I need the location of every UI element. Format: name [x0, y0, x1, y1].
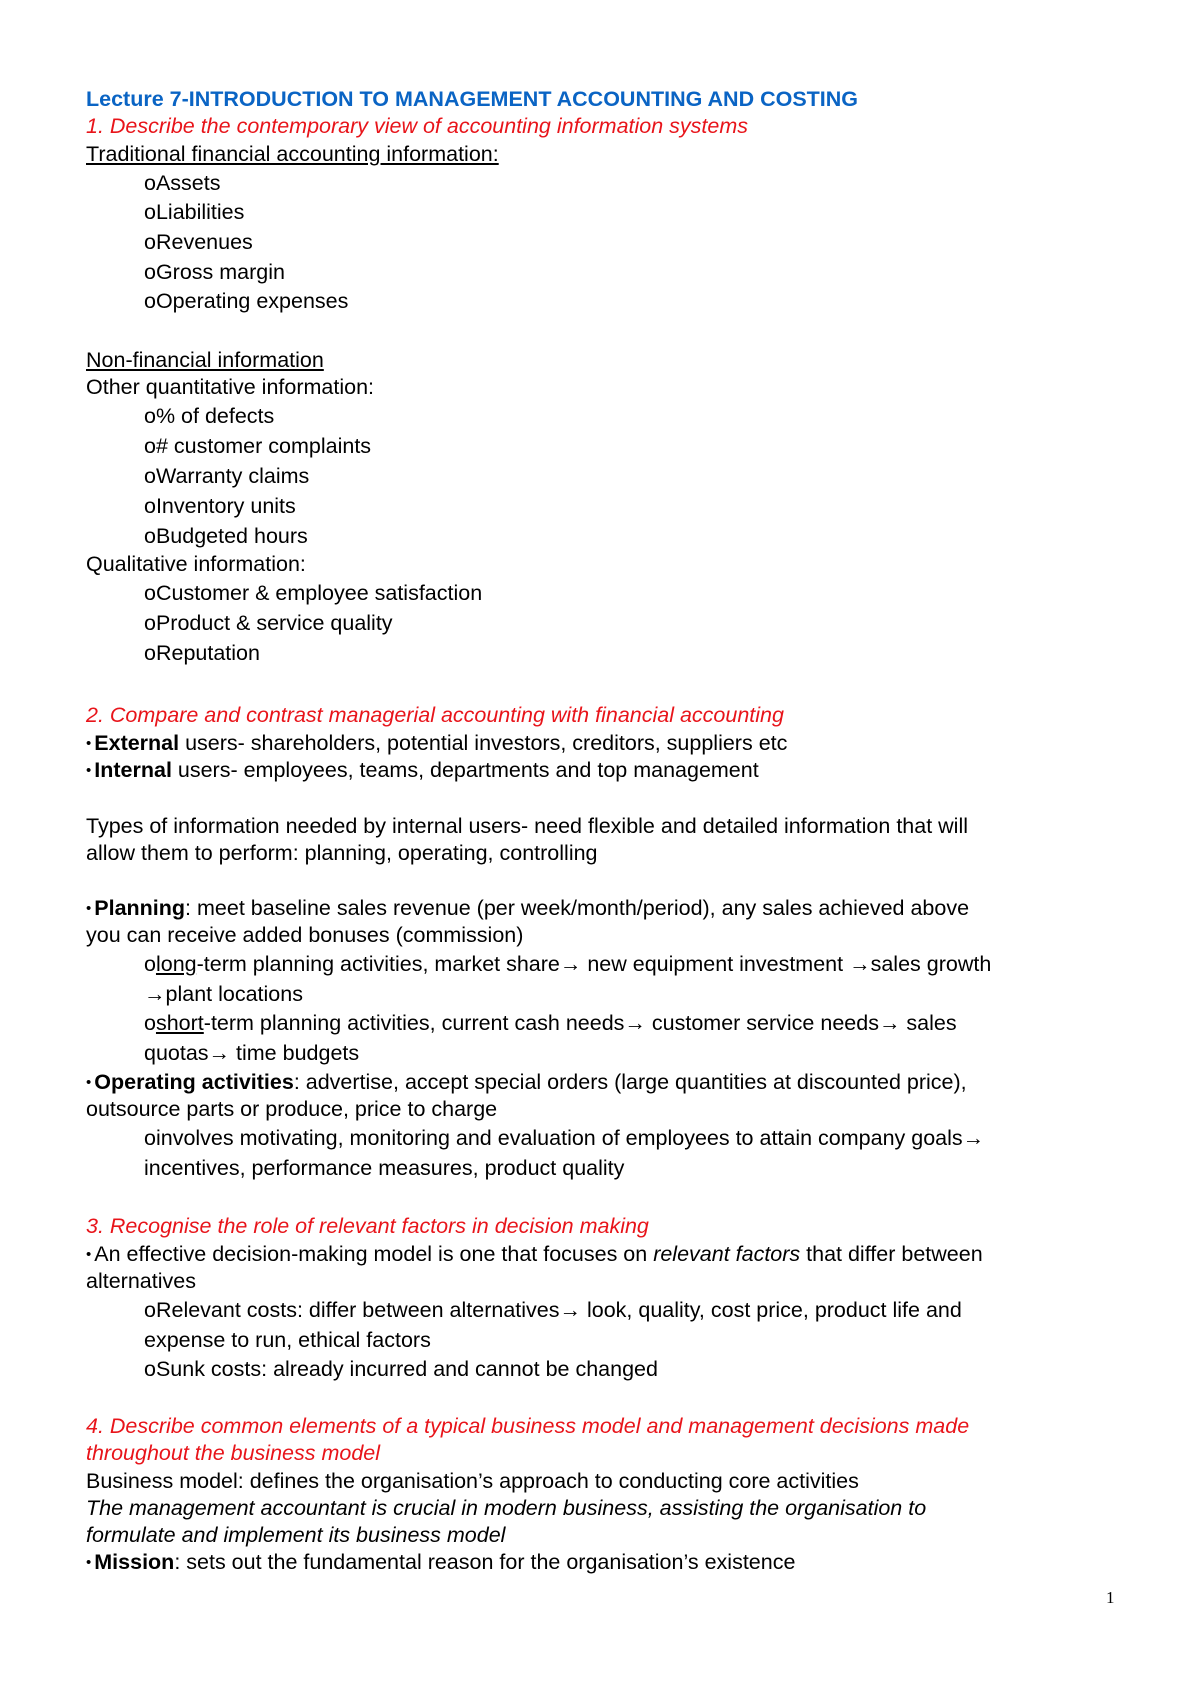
- list-item-continuation: →plant locations: [144, 982, 303, 1006]
- list-item: oWarranty claims: [144, 464, 310, 488]
- list-item: oBudgeted hours: [144, 524, 308, 548]
- paragraph-line: outsource parts or produce, price to charge: [86, 1097, 498, 1121]
- list-item-continuation: quotas→ time budgets: [144, 1041, 360, 1065]
- list-item: oSunk costs: already incurred and cannot be changed: [144, 1357, 658, 1381]
- list-item: oLiabilities: [144, 200, 245, 224]
- bullet-text: users- shareholders, potential investors, creditors, suppliers etc: [179, 731, 788, 755]
- list-marker: o: [144, 1011, 156, 1035]
- bold-term: Internal: [94, 758, 172, 782]
- paragraph-line: Types of information needed by internal users- need flexible and detailed information that will: [86, 814, 969, 838]
- bold-term: External: [94, 731, 180, 755]
- bullet-icon: •: [86, 1074, 92, 1091]
- qualitative-label: Qualitative information:: [86, 552, 306, 576]
- section-4-heading: 4. Describe common elements of a typical business model and management decisions made: [86, 1414, 970, 1438]
- bullet-text: An effective decision-making model is one that focuses on: [94, 1242, 654, 1266]
- document-title: Lecture 7-INTRODUCTION TO MANAGEMENT ACCOUNTING AND COSTING: [86, 87, 859, 111]
- list-item: oOperating expenses: [144, 289, 349, 313]
- italic-paragraph-line: The management accountant is crucial in modern business, assisting the organisation to: [86, 1496, 927, 1520]
- bullet-text: users- employees, teams, departments and top management: [171, 758, 759, 782]
- paragraph-line: you can receive added bonuses (commission): [86, 923, 524, 947]
- list-item-continuation: incentives, performance measures, product quality: [144, 1156, 625, 1180]
- planning-bullet: [86, 895, 969, 924]
- list-item: oReputation: [144, 641, 260, 665]
- bullet-icon: •: [86, 900, 92, 917]
- underlined-term: long: [155, 952, 197, 976]
- internal-users-bullet: [86, 757, 759, 786]
- paragraph-line: Business model: defines the organisation’s approach to conducting core activities: [86, 1469, 859, 1493]
- bullet-text: : meet baseline sales revenue (per week/month/period), any sales achieved above: [185, 896, 970, 920]
- traditional-label: Traditional financial accounting information:: [86, 142, 499, 166]
- bullet-text: that differ between: [800, 1242, 983, 1266]
- mission-bullet: [86, 1549, 795, 1578]
- list-item: o# customer complaints: [144, 434, 372, 458]
- list-text: -term planning activities, market share→ new equipment investment →sales growth: [196, 952, 992, 976]
- section-3-heading: 3. Recognise the role of relevant factors in decision making: [86, 1214, 649, 1238]
- list-item: oAssets: [144, 171, 221, 195]
- bold-term: Planning: [94, 896, 186, 920]
- list-item: oRevenues: [144, 230, 253, 254]
- list-item: [144, 951, 991, 978]
- section-4-heading-continuation: throughout the business model: [86, 1441, 381, 1465]
- list-item: oGross margin: [144, 260, 285, 284]
- bold-term: Operating activities: [94, 1070, 294, 1094]
- list-text: -term planning activities, current cash needs→ customer service needs→ sales: [203, 1011, 957, 1035]
- page-number: 1: [1106, 1588, 1115, 1607]
- nonfinancial-label: Non-financial information: [86, 348, 324, 372]
- bullet-icon: •: [86, 762, 92, 779]
- bullet-text: : sets out the fundamental reason for the organisation’s existence: [174, 1550, 796, 1574]
- italic-paragraph-line: formulate and implement its business model: [86, 1523, 506, 1547]
- bullet-text: : advertise, accept special orders (large quantities at discounted price),: [293, 1070, 967, 1094]
- list-item: oInventory units: [144, 494, 296, 518]
- paragraph-line: allow them to perform: planning, operating, controlling: [86, 841, 598, 865]
- list-marker: o: [144, 952, 156, 976]
- list-item: oCustomer & employee satisfaction: [144, 581, 483, 605]
- underlined-term: short: [155, 1011, 204, 1035]
- list-item: [144, 1010, 957, 1037]
- bullet-icon: •: [86, 1246, 92, 1263]
- bullet-icon: •: [86, 735, 92, 752]
- paragraph-line: alternatives: [86, 1269, 196, 1293]
- external-users-bullet: [86, 730, 787, 759]
- bold-term: Mission: [94, 1550, 175, 1574]
- list-item-continuation: expense to run, ethical factors: [144, 1328, 431, 1352]
- list-item: oRelevant costs: differ between alternatives→ look, quality, cost price, product life and: [144, 1298, 962, 1322]
- other-quantitative-label: Other quantitative information:: [86, 375, 375, 399]
- list-item: oProduct & service quality: [144, 611, 393, 635]
- effective-model-bullet: [86, 1241, 983, 1270]
- section-2-heading: 2. Compare and contrast managerial accounting with financial accounting: [86, 703, 784, 727]
- section-1-heading: 1. Describe the contemporary view of accounting information systems: [86, 114, 749, 138]
- operating-bullet: [86, 1069, 967, 1098]
- list-item: o% of defects: [144, 404, 275, 428]
- bullet-icon: •: [86, 1554, 92, 1571]
- list-item: oinvolves motivating, monitoring and evaluation of employees to attain company goals→: [144, 1126, 985, 1150]
- italic-term: relevant factors: [653, 1242, 801, 1266]
